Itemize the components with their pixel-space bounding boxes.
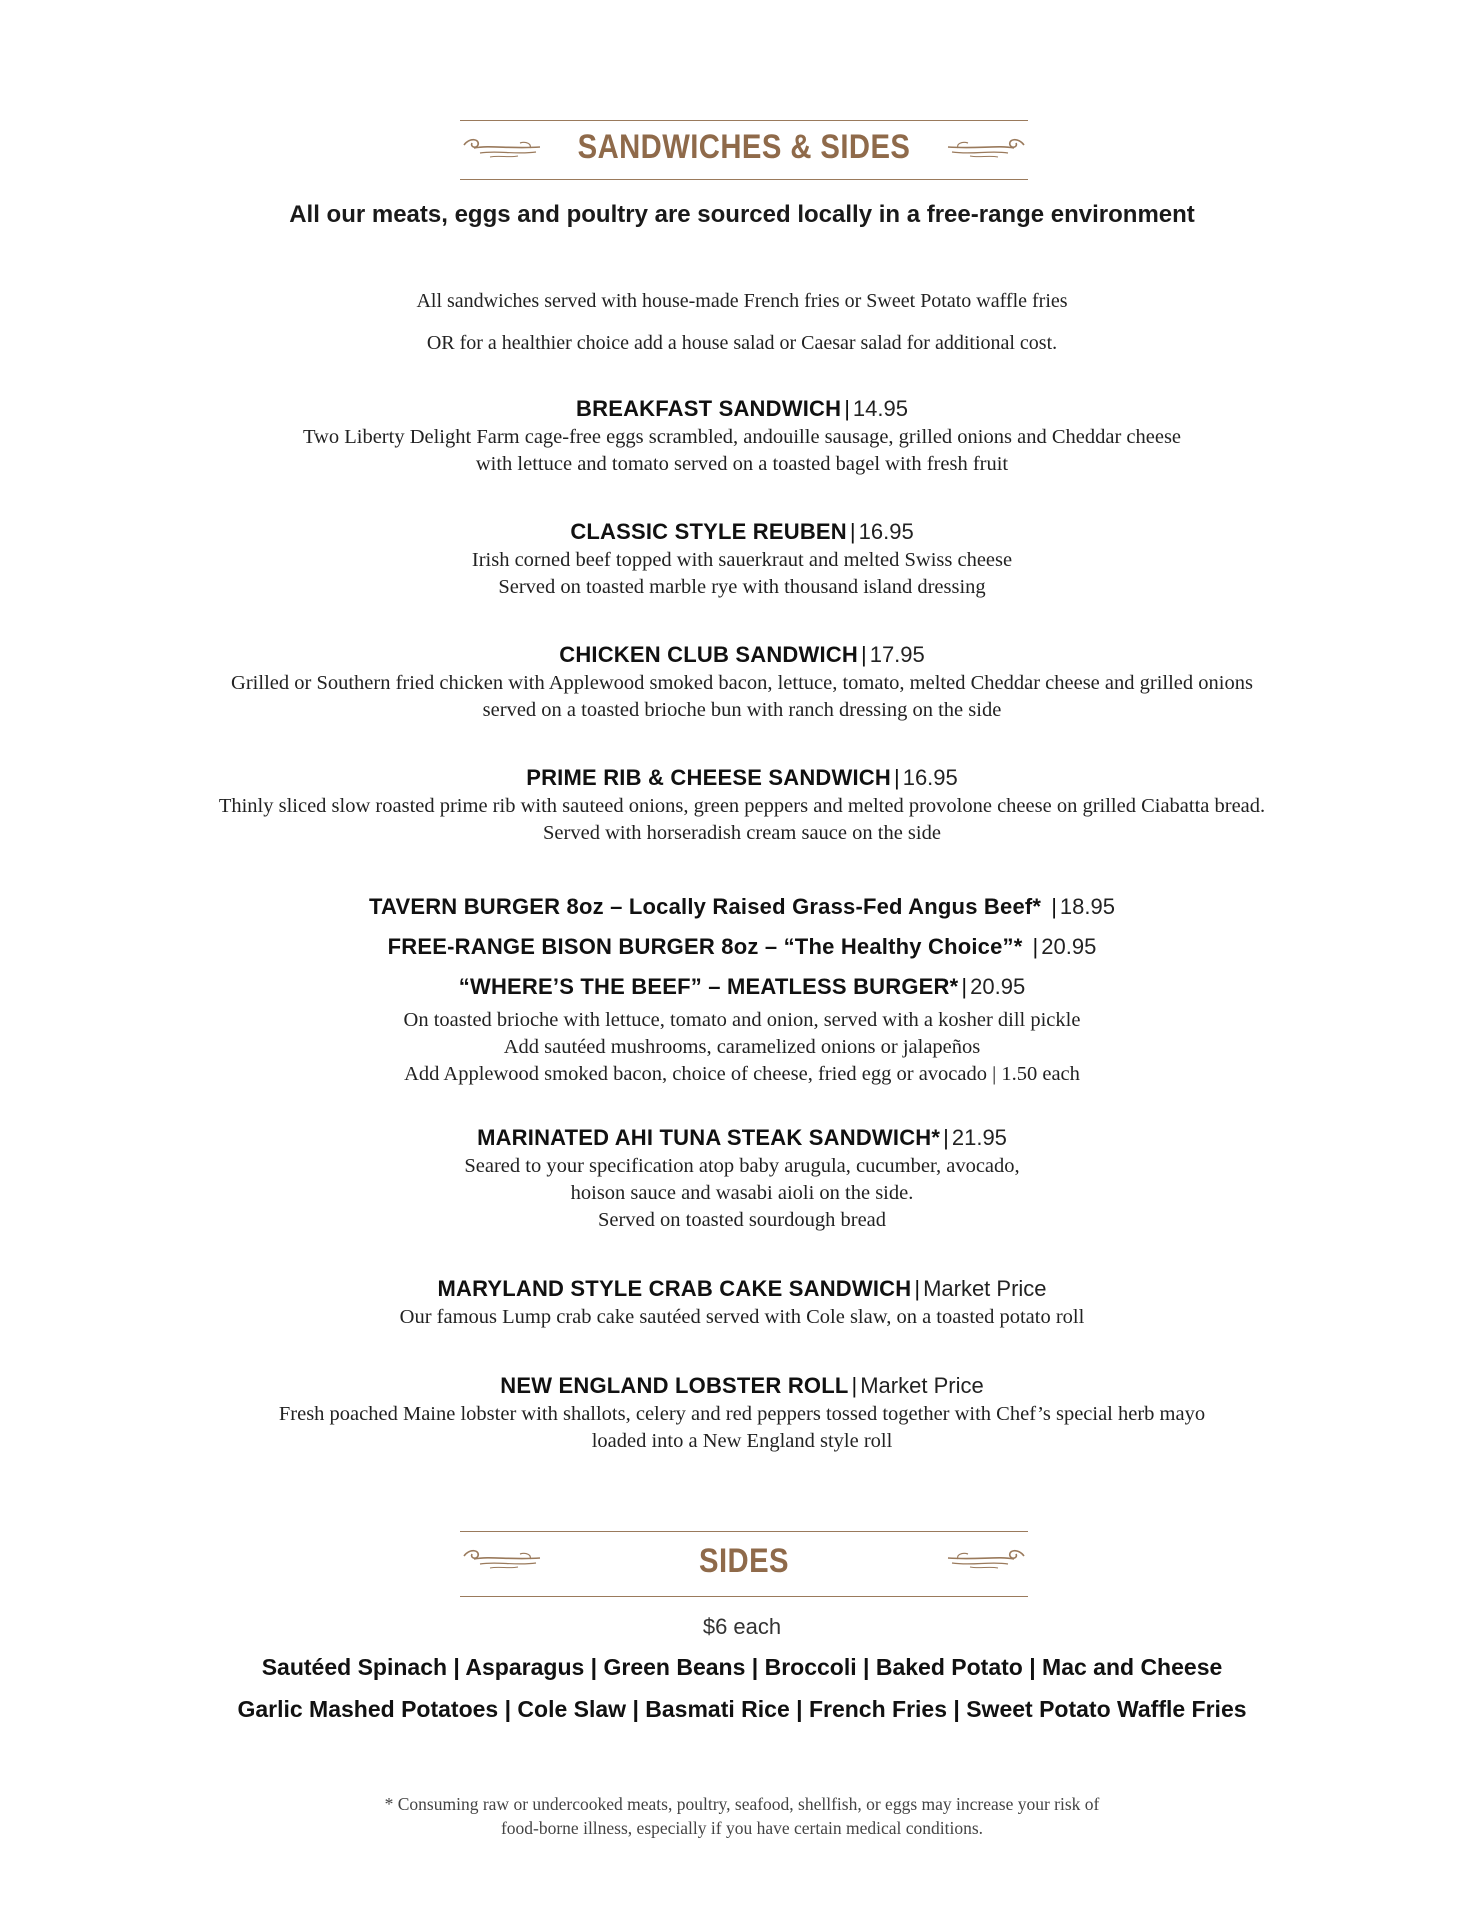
item-heading	[0, 763, 1484, 793]
item-name: BREAKFAST SANDWICH	[576, 396, 842, 421]
sides-list-row-2: Garlic Mashed Potatoes | Cole Slaw | Basmati Rice | French Fries | Sweet Potato Waffle Fries	[237, 1696, 1247, 1722]
item-heading	[0, 517, 1484, 547]
item-description-line: hoison sauce and wasabi aioli on the side.	[570, 1182, 914, 1204]
item-description-line: with lettuce and tomato served on a toasted bagel with fresh fruit	[475, 453, 1009, 475]
separator: |	[849, 519, 856, 544]
item-name: MARYLAND STYLE CRAB CAKE SANDWICH	[437, 1276, 912, 1301]
item-name: “WHERE’S THE BEEF” – MEATLESS BURGER*	[458, 974, 959, 999]
item-name: PRIME RIB & CHEESE SANDWICH	[526, 765, 891, 790]
item-heading	[0, 1274, 1484, 1304]
sides-list-row-1: Sautéed Spinach | Asparagus | Green Beans | Broccoli | Baked Potato | Mac and Cheese	[261, 1654, 1223, 1680]
sides-title: SIDES	[699, 1542, 789, 1580]
item-name: NEW ENGLAND LOBSTER ROLL	[500, 1373, 849, 1398]
separator: |	[914, 1276, 921, 1301]
separator: |	[961, 974, 968, 999]
sourcing-note: All our meats, eggs and poultry are sourced locally in a free-range environment	[289, 201, 1195, 228]
menu-item-burgers	[0, 887, 1484, 1088]
item-price: 16.95	[902, 765, 958, 790]
intro-line-2: OR for a healthier choice add a house salad or Caesar salad for additional cost.	[426, 332, 1058, 354]
item-description-line: Served with horseradish cream sauce on the side	[543, 822, 941, 844]
item-description-line: Thinly sliced slow roasted prime rib with sauteed onions, green peppers and melted provolone cheese on grilled Ciabatta bread.	[218, 795, 1266, 817]
menu-item	[0, 517, 1484, 601]
item-name: CHICKEN CLUB SANDWICH	[559, 642, 858, 667]
item-heading	[0, 887, 1484, 927]
item-description-line: Grilled or Southern fried chicken with Applewood smoked bacon, lettuce, tomato, melted Cheddar cheese and grilled onions	[231, 672, 1253, 694]
menu-item	[0, 1274, 1484, 1331]
item-heading	[0, 1123, 1484, 1153]
item-price: Market Price	[923, 1276, 1047, 1301]
item-price: 17.95	[869, 642, 925, 667]
item-description-line: Our famous Lump crab cake sautéed served with Cole slaw, on a toasted potato roll	[399, 1306, 1085, 1328]
item-price: Market Price	[860, 1373, 984, 1398]
page-title: SANDWICHES & SIDES	[577, 128, 911, 166]
section-header-sandwiches	[460, 120, 1028, 180]
item-price: 20.95	[1041, 934, 1097, 959]
item-description-line: Irish corned beef topped with sauerkraut and melted Swiss cheese	[471, 549, 1013, 571]
separator: |	[1032, 934, 1039, 959]
separator: |	[943, 1125, 949, 1150]
section-header-sides	[460, 1531, 1028, 1597]
separator: |	[844, 396, 850, 421]
item-name: MARINATED AHI TUNA STEAK SANDWICH*	[477, 1125, 941, 1150]
item-heading	[0, 394, 1484, 424]
separator: |	[893, 765, 900, 790]
separator: |	[1051, 894, 1057, 919]
menu-item	[0, 394, 1484, 478]
right-flourish-icon	[942, 133, 1028, 163]
health-disclaimer-line-2: food-borne illness, especially if you have certain medical conditions.	[500, 1818, 984, 1838]
menu-item	[0, 1123, 1484, 1234]
menu-item	[0, 763, 1484, 847]
item-description-line: On toasted brioche with lettuce, tomato and onion, served with a kosher dill pickle	[403, 1009, 1081, 1031]
item-name: TAVERN BURGER 8oz – Locally Raised Grass-Fed Angus Beef*	[369, 894, 1042, 919]
item-heading	[0, 927, 1484, 967]
item-price: 20.95	[970, 974, 1026, 999]
item-heading	[0, 640, 1484, 670]
menu-item	[0, 640, 1484, 724]
item-price: 18.95	[1059, 894, 1115, 919]
item-heading	[0, 1371, 1484, 1401]
item-heading	[0, 967, 1484, 1007]
item-description-line: Seared to your specification atop baby arugula, cucumber, avocado,	[464, 1155, 1020, 1177]
menu-item	[0, 1371, 1484, 1455]
health-disclaimer-line-1: * Consuming raw or undercooked meats, poultry, seafood, shellfish, or eggs may increase your risk of	[384, 1794, 1100, 1814]
separator: |	[851, 1373, 858, 1398]
item-description-line: served on a toasted brioche bun with ranch dressing on the side	[482, 699, 1002, 721]
item-description-line: Served on toasted marble rye with thousand island dressing	[498, 576, 986, 598]
item-price: 14.95	[852, 396, 908, 421]
sides-price: $6 each	[702, 1614, 782, 1639]
item-description-line: loaded into a New England style roll	[591, 1430, 893, 1452]
item-name: FREE-RANGE BISON BURGER 8oz – “The Healthy Choice”*	[387, 934, 1023, 959]
item-name: CLASSIC STYLE REUBEN	[570, 519, 847, 544]
item-description-line: Two Liberty Delight Farm cage-free eggs scrambled, andouille sausage, grilled onions and Cheddar cheese	[302, 426, 1182, 448]
item-price: 21.95	[951, 1125, 1007, 1150]
item-description-line: Served on toasted sourdough bread	[597, 1209, 887, 1231]
item-description-line: Add sautéed mushrooms, caramelized onions or jalapeños	[503, 1036, 981, 1058]
item-description-line: Add Applewood smoked bacon, choice of cheese, fried egg or avocado | 1.50 each	[404, 1063, 1080, 1085]
item-price: 16.95	[858, 519, 914, 544]
right-flourish-icon	[942, 1544, 1028, 1574]
separator: |	[860, 642, 867, 667]
item-description-line: Fresh poached Maine lobster with shallots, celery and red peppers tossed together with Chef’s special herb mayo	[278, 1403, 1206, 1425]
intro-line-1: All sandwiches served with house-made French fries or Sweet Potato waffle fries	[416, 290, 1068, 312]
